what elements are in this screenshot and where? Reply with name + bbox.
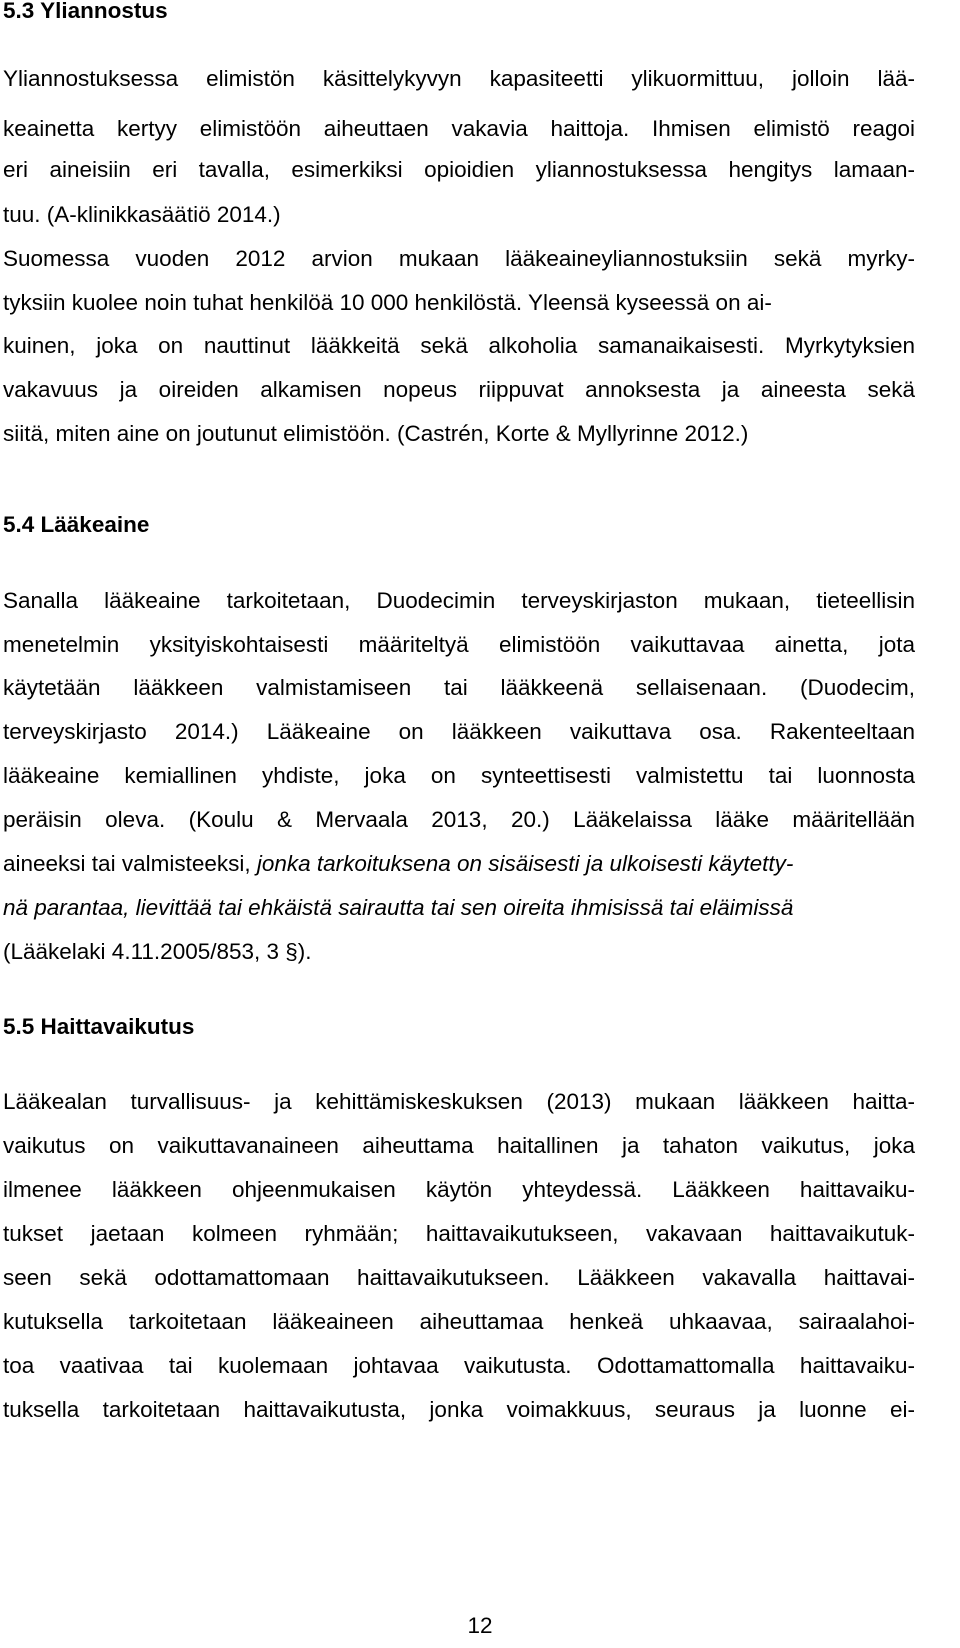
paragraph-line: lääkeaine kemiallinen yhdiste, joka on synteettisesti valmistettu tai luonnosta — [3, 763, 915, 788]
page-number: 12 — [467, 1613, 493, 1638]
paragraph-line: tyksiin kuolee noin tuhat henkilöä 10 000 henkilöstä. Yleensä kyseessä on ai- — [3, 290, 772, 315]
paragraph-line: Yliannostuksessa elimistön käsittelykyvyn kapasiteetti ylikuormittuu, jolloin lää- — [3, 66, 915, 91]
paragraph-line: vaikutus on vaikuttavanaineen aiheuttama haitallinen ja tahaton vaikutus, joka — [3, 1133, 915, 1158]
paragraph-line — [3, 849, 915, 879]
paragraph-line: vakavuus ja oireiden alkamisen nopeus riippuvat annoksesta ja aineesta sekä — [3, 377, 915, 402]
section-heading-5-5: 5.5 Haittavaikutus — [3, 1014, 195, 1039]
section-heading-5-3: 5.3 Yliannostus — [3, 0, 168, 23]
paragraph-line: siitä, miten aine on joutunut elimistöön. (Castrén, Korte & Myllyrinne 2012.) — [3, 421, 749, 446]
paragraph-line: menetelmin yksityiskohtaisesti määriteltyä elimistöön vaikuttavaa ainetta, jota — [3, 632, 915, 657]
paragraph-line: ilmenee lääkkeen ohjeenmukaisen käytön yhteydessä. Lääkkeen haittavaiku- — [3, 1177, 915, 1202]
paragraph-line: Suomessa vuoden 2012 arvion mukaan lääkeaineyliannostuksiin sekä myrky- — [3, 246, 915, 271]
paragraph-line: toa vaativaa tai kuolemaan johtavaa vaikutusta. Odottamattomalla haittavaiku- — [3, 1353, 915, 1378]
paragraph-line: seen sekä odottamattomaan haittavaikutukseen. Lääkkeen vakavalla haittavai- — [3, 1265, 915, 1290]
paragraph-text: aineeksi tai valmisteeksi, — [3, 851, 257, 876]
section-heading-5-4: 5.4 Lääkeaine — [3, 512, 150, 537]
paragraph-line: peräisin oleva. (Koulu & Mervaala 2013, 20.) Lääkelaissa lääke määritellään — [3, 807, 915, 832]
paragraph-line: eri aineisiin eri tavalla, esimerkiksi opioidien yliannostuksessa hengitys lamaan- — [3, 157, 915, 182]
paragraph-line: Lääkealan turvallisuus- ja kehittämiskeskuksen (2013) mukaan lääkkeen haitta- — [3, 1089, 915, 1114]
paragraph-line: tuu. (A-klinikkasäätiö 2014.) — [3, 202, 281, 227]
paragraph-line: tukset jaetaan kolmeen ryhmään; haittavaikutukseen, vakavaan haittavaikutuk- — [3, 1221, 915, 1246]
paragraph-line: kuinen, joka on nauttinut lääkkeitä sekä alkoholia samanaikaisesti. Myrkytyksien — [3, 333, 915, 358]
paragraph-line: kutuksella tarkoitetaan lääkeaineen aiheuttamaa henkeä uhkaavaa, sairaalahoi- — [3, 1309, 915, 1334]
paragraph-line: käytetään lääkkeen valmistamiseen tai lääkkeenä sellaisenaan. (Duodecim, — [3, 675, 915, 700]
paragraph-line — [3, 893, 915, 923]
paragraph-line: tuksella tarkoitetaan haittavaikutusta, jonka voimakkuus, seuraus ja luonne ei- — [3, 1397, 915, 1422]
paragraph-line: terveyskirjasto 2014.) Lääkeaine on lääkkeen vaikuttava osa. Rakenteeltaan — [3, 719, 915, 744]
italic-quote: jonka tarkoituksena on sisäisesti ja ulkoisesti käytetty- — [256, 851, 794, 876]
paragraph-line: (Lääkelaki 4.11.2005/853, 3 §). — [3, 939, 312, 964]
paragraph-line: Sanalla lääkeaine tarkoitetaan, Duodecimin terveyskirjaston mukaan, tieteellisin — [3, 588, 915, 613]
paragraph-line: keainetta kertyy elimistöön aiheuttaen vakavia haittoja. Ihmisen elimistö reagoi — [3, 116, 915, 141]
italic-quote: nä parantaa, lievittää tai ehkäistä sairautta tai sen oireita ihmisissä tai eläimissä — [3, 895, 794, 920]
